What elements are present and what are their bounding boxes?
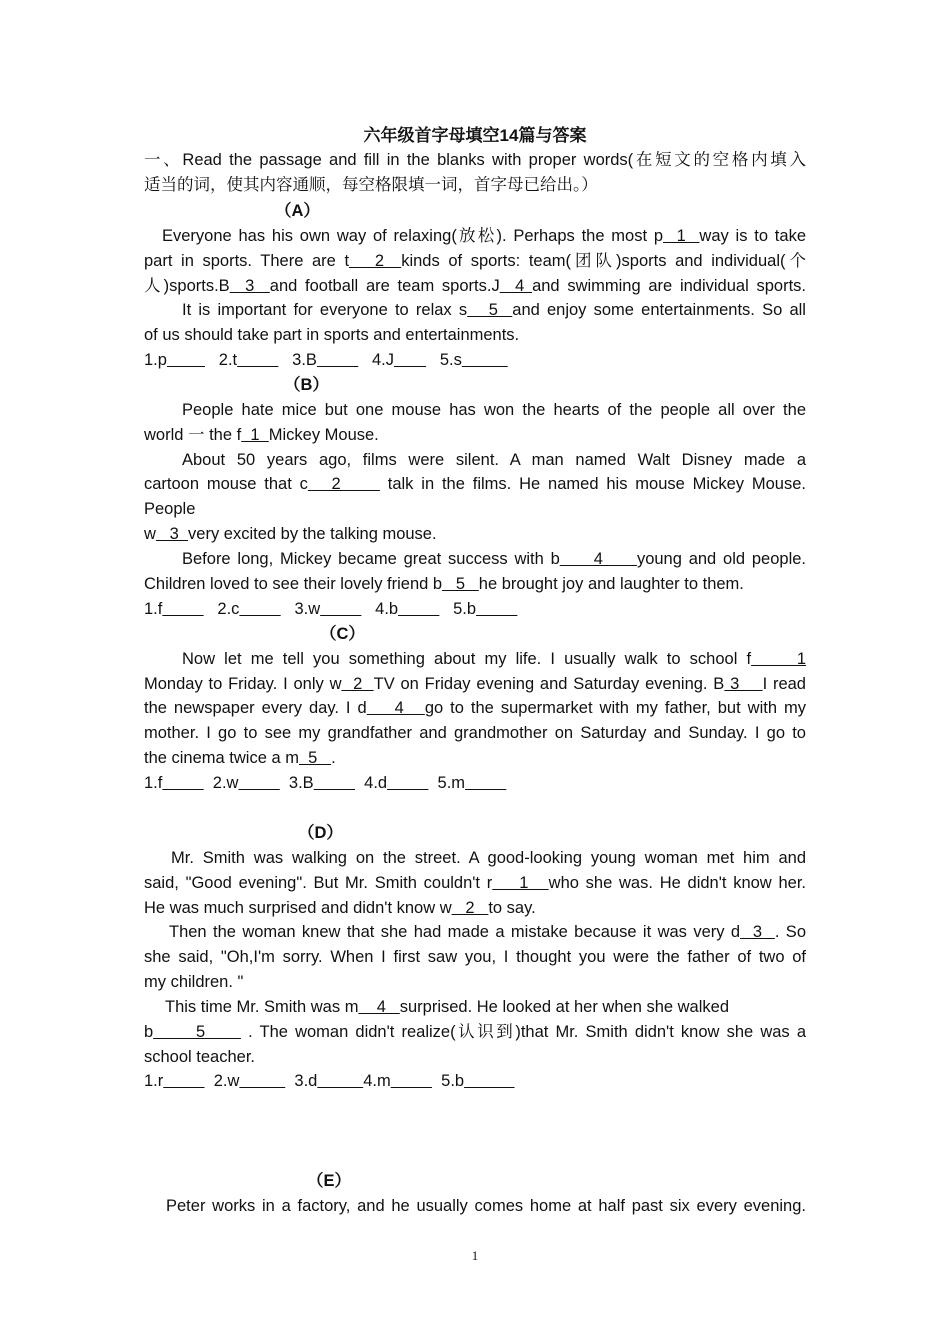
passage-c-line-3: the newspaper every day. I d 4 go to the supermarket with my father, but with my bbox=[144, 699, 806, 717]
passage-d-line-2: said, "Good evening". But Mr. Smith couldn't r 1 who she was. He didn't know her. bbox=[144, 874, 806, 892]
passage-b-line-5: People bbox=[144, 500, 196, 518]
passage-b-line-3: About 50 years ago, films were silent. A man named Walt Disney made a bbox=[182, 451, 806, 469]
blank-d-2: 2 bbox=[451, 899, 489, 917]
answers-d: 1.r 2.w 3.d 4.m 5.b bbox=[144, 1072, 465, 1090]
answers-c: 1.f 2.w 3.B 4.d 5.m bbox=[144, 774, 466, 792]
blank-b-5: 5 bbox=[442, 575, 479, 593]
blank-c-2: 2 bbox=[341, 675, 374, 693]
section-a-label: （A） bbox=[275, 202, 320, 220]
passage-d-line-9: school teacher. bbox=[144, 1048, 255, 1066]
passage-c-line-5: the cinema twice a m 5 . bbox=[144, 749, 336, 767]
passage-a-line-4: It is important for everyone to relax s 5 and enjoy some entertainments. So all bbox=[182, 301, 806, 319]
passage-e-line-1: Peter works in a factory, and he usually comes home at half past six every evening. bbox=[166, 1197, 806, 1215]
blank-c-4: 4 bbox=[366, 699, 425, 717]
blank-b-1: 1 bbox=[241, 426, 269, 444]
passage-c-line-1: Now let me tell you something about my life. I usually walk to school f 1 bbox=[182, 650, 806, 668]
blank-a-1: 1 bbox=[663, 227, 700, 245]
passage-d-line-6: my children. " bbox=[144, 973, 244, 991]
passage-b-line-8: Children loved to see their lovely friend b 5 he brought joy and laughter to them. bbox=[144, 575, 744, 593]
blank-d-1: 1 bbox=[492, 874, 549, 892]
passage-d-line-3: He was much surprised and didn't know w 2 to say. bbox=[144, 899, 536, 917]
blank-b-3: 3 bbox=[155, 525, 189, 543]
answers-a: 1.p 2.t 3.B 4.J 5.s bbox=[144, 351, 462, 369]
passage-b-line-1: People hate mice but one mouse has won the hearts of the people all over the bbox=[182, 401, 806, 419]
document-title: 六年级首字母填空14篇与答案 bbox=[363, 126, 587, 145]
instruction-line-1: 一、Read the passage and fill in the blanks with proper words(在短文的空格内填入 bbox=[144, 151, 806, 169]
section-e-label: （E） bbox=[307, 1172, 352, 1190]
answers-b: 1.f 2.c 3.w 4.b 5.b bbox=[144, 600, 477, 618]
blank-b-2: 2 bbox=[307, 475, 380, 493]
blank-a-2: 2 bbox=[349, 252, 402, 270]
section-d-label: （D） bbox=[298, 824, 343, 842]
passage-c-line-4: mother. I go to see my grandfather and grandmother on Saturday and Sunday. I go to bbox=[144, 724, 806, 742]
blank-d-5: 5 bbox=[153, 1023, 241, 1041]
passage-a-line-2: part in sports. There are t 2 kinds of sports: team(团队)sports and individual(个 bbox=[144, 252, 806, 270]
page-number: 1 bbox=[471, 1248, 479, 1263]
passage-b-line-4: cartoon mouse that c 2 talk in the films. He named his mouse Mickey Mouse. bbox=[144, 475, 806, 493]
passage-a-line-1: Everyone has his own way of relaxing(放松). Perhaps the most p 1 way is to take bbox=[162, 227, 806, 245]
blank-c-5: 5 bbox=[298, 749, 332, 767]
blank-d-3: 3 bbox=[740, 923, 775, 941]
blank-d-4: 4 bbox=[358, 998, 400, 1016]
section-c-label: （C） bbox=[320, 625, 365, 643]
passage-b-line-6: w 3 very excited by the talking mouse. bbox=[144, 525, 437, 543]
blank-a-5: 5 bbox=[467, 301, 513, 319]
passage-d-line-8: b 5 . The woman didn't realize(认识到)that Mr. Smith didn't know she was a bbox=[144, 1023, 806, 1041]
blank-b-4: 4 bbox=[559, 550, 637, 568]
passage-a-line-5: of us should take part in sports and entertainments. bbox=[144, 326, 520, 344]
passage-c-line-2: Monday to Friday. I only w 2 TV on Friday evening and Saturday evening. B 3 I read bbox=[144, 675, 806, 693]
passage-b-line-2: world 一 the f 1 Mickey Mouse. bbox=[144, 426, 379, 444]
section-b-label: （B） bbox=[284, 376, 329, 394]
instruction-line-2: 适当的词，使其内容通顺，每空格限填一词，首字母已给出。） bbox=[144, 176, 598, 194]
blank-a-4: 4 bbox=[499, 277, 533, 295]
blank-c-1: 1 bbox=[751, 650, 806, 668]
blank-a-3: 3 bbox=[229, 277, 270, 295]
passage-d-line-7: This time Mr. Smith was m 4 surprised. He looked at her when she walked bbox=[165, 998, 730, 1016]
passage-a-line-3: 人)sports.B 3 and football are team sports.J 4 and swimming are individual sports. bbox=[144, 277, 806, 295]
blank-c-3: 3 bbox=[724, 675, 763, 693]
passage-b-line-7: Before long, Mickey became great success with b 4 young and old people. bbox=[182, 550, 806, 568]
passage-d-line-4: Then the woman knew that she had made a mistake because it was very d 3 . So bbox=[169, 923, 806, 941]
passage-d-line-5: she said, "Oh,I'm sorry. When I first saw you, I thought you were the father of two of bbox=[144, 948, 806, 966]
passage-d-line-1: Mr. Smith was walking on the street. A good-looking young woman met him and bbox=[171, 849, 806, 867]
